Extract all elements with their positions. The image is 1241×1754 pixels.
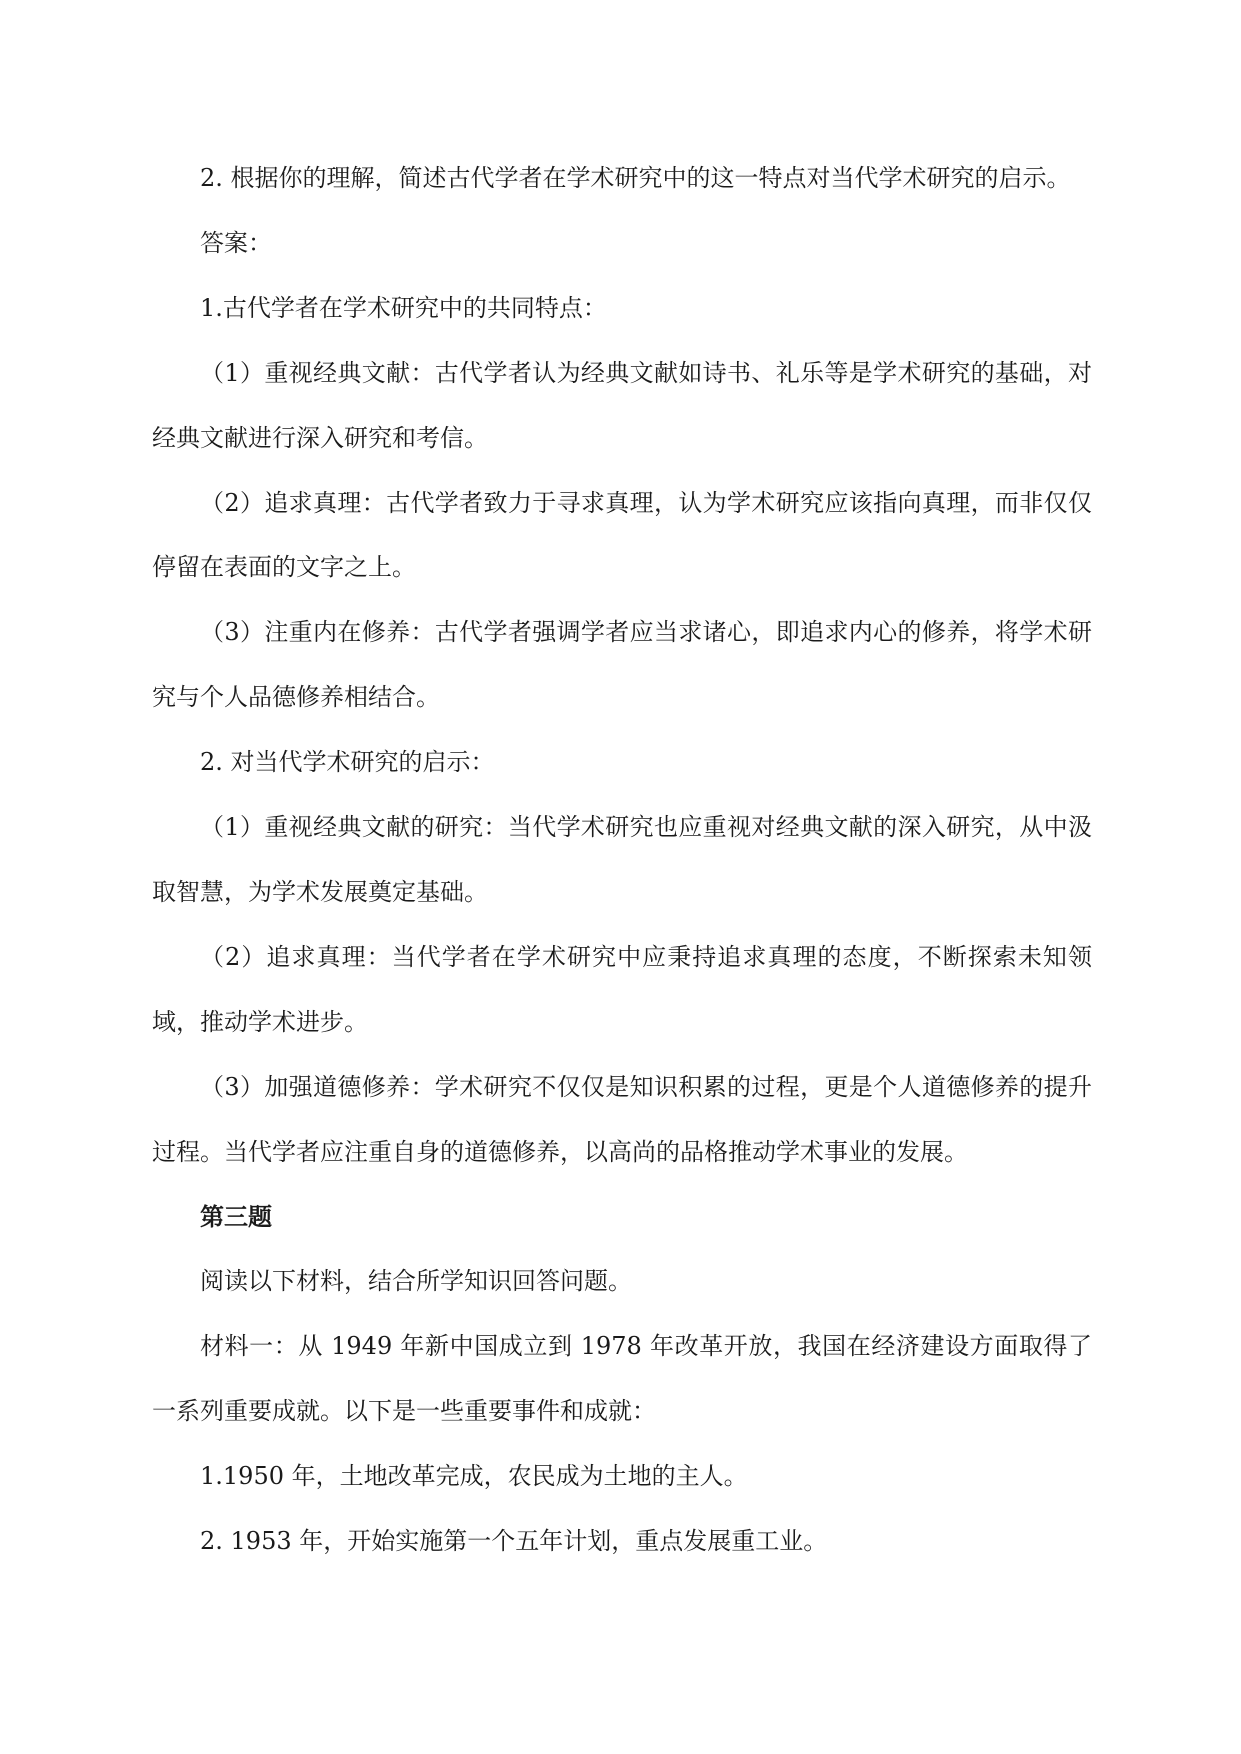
question-2-prompt: 2. 根据你的理解，简述古代学者在学术研究中的这一特点对当代学术研究的启示。 (200, 164, 1071, 192)
question-3-title: 第三题 (200, 1202, 272, 1231)
answer-part-1-heading: 1.古代学者在学术研究中的共同特点： (200, 293, 607, 322)
answer-part-2-point-3: （3）加强道德修养：学术研究不仅仅是知识积累的过程，更是个人道德修养的提升过程。当代学者应注重自身的道德修养，以高尚的品格推动学术事业的发展。 (152, 1072, 1092, 1166)
material-1-event-1: 1.1950 年，土地改革完成，农民成为土地的主人。 (200, 1462, 748, 1491)
material-1-event-2: 2. 1953 年，开始实施第一个五年计划，重点发展重工业。 (200, 1527, 828, 1556)
answer-part-1-point-2: （2）追求真理：古代学者致力于寻求真理，认为学术研究应该指向真理，而非仅仅停留在表面的文字之上。 (152, 488, 1092, 582)
answer-part-2-heading: 2. 对当代学术研究的启示： (200, 748, 495, 777)
document-body (152, 146, 1092, 1574)
material-1-intro: 材料一：从 1949 年新中国成立到 1978 年改革开放，我国在经济建设方面取得了一系列重要成就。以下是一些重要事件和成就： (152, 1332, 1092, 1426)
answer-part-1-point-3: （3）注重内在修养：古代学者强调学者应当求诸心，即追求内心的修养，将学术研究与个人品德修养相结合。 (152, 618, 1092, 712)
answer-heading: 答案： (200, 228, 272, 257)
answer-part-2-point-1: （1）重视经典文献的研究：当代学术研究也应重视对经典文献的深入研究，从中汲取智慧，为学术发展奠定基础。 (152, 813, 1092, 906)
answer-part-2-point-2: （2）追求真理：当代学者在学术研究中应秉持追求真理的态度，不断探索未知领域，推动学术进步。 (152, 942, 1092, 1036)
question-3-instruction: 阅读以下材料，结合所学知识回答问题。 (200, 1267, 632, 1296)
answer-part-1-point-1: （1）重视经典文献：古代学者认为经典文献如诗书、礼乐等是学术研究的基础，对经典文献进行深入研究和考信。 (152, 358, 1092, 452)
